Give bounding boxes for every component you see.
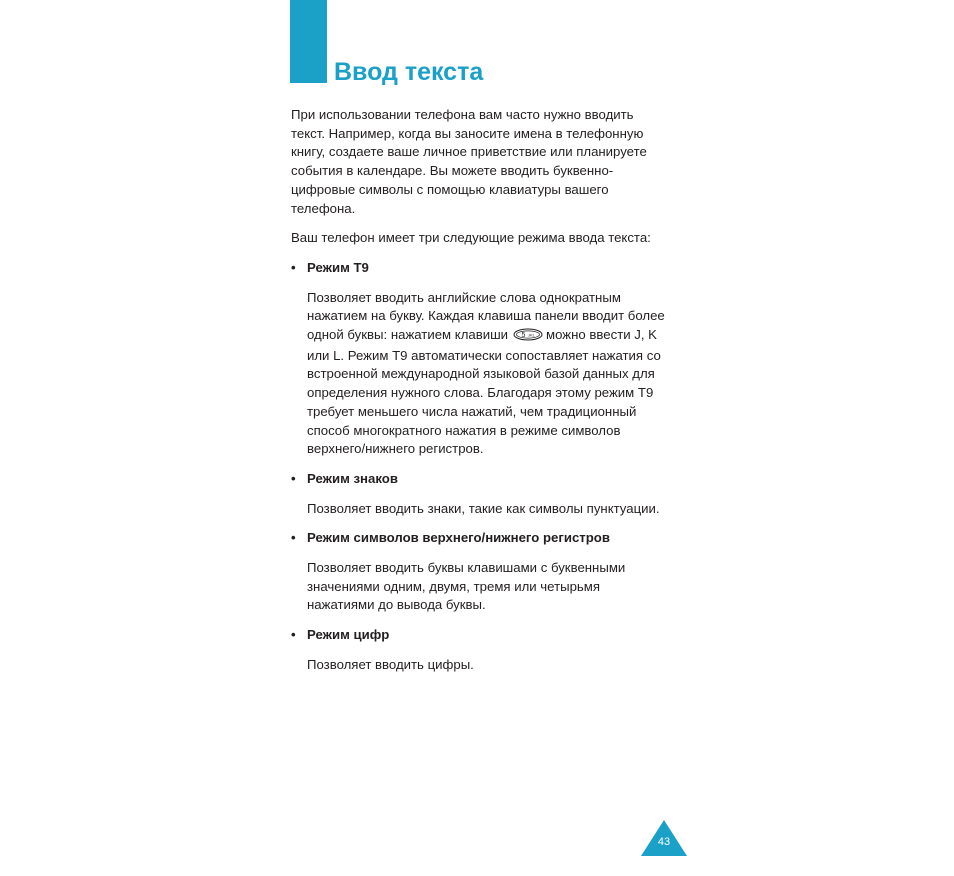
mode-heading-t9	[291, 259, 671, 278]
page-title: Ввод текста	[334, 58, 484, 86]
page-number: 43	[657, 836, 671, 848]
mode-heading-symbols	[291, 470, 671, 489]
bullet-icon: •	[291, 259, 296, 275]
intro-paragraph: Ваш телефон имеет три следующие режима ввода текста:	[291, 230, 651, 246]
mode-title: Режим T9	[307, 259, 369, 275]
mode-title: Режим цифр	[307, 627, 390, 643]
intro-paragraph: При использовании телефона вам часто нужно вводить текст. Например, когда вы заносите имена в телефонную книгу, создаете ваше личное приветствие или планируете события в календаре. Вы можете вводить буквенно-цифровые символы с помощью клавиатуры вашего телефона.	[291, 107, 647, 216]
accent-bar	[290, 0, 327, 83]
body-content	[291, 106, 671, 686]
bullet-icon: •	[291, 627, 296, 643]
mode-heading-numbers	[291, 626, 671, 645]
mode-description-abc: Позволяет вводить буквы клавишами с буквенными значениями одним, двумя, тремя или четырьмя нажатиями до вывода буквы.	[307, 560, 626, 613]
mode-description-text: Позволяет вводить английские слова однократным нажатием на букву. Каждая клавиша панели вводит более одной буквы: нажатием клавиши	[307, 289, 665, 343]
bullet-icon: •	[291, 530, 296, 546]
svg-text:JKL: JKL	[528, 332, 535, 338]
mode-description-numbers: Позволяет вводить цифры.	[307, 656, 474, 672]
key-5-jkl-icon	[513, 328, 543, 347]
svg-text:5: 5	[521, 332, 526, 340]
mode-heading-abc	[291, 529, 671, 548]
mode-description-symbols: Позволяет вводить знаки, такие как символы пунктуации.	[307, 500, 660, 516]
bullet-icon: •	[291, 470, 296, 486]
mode-title: Режим символов верхнего/нижнего регистров	[307, 530, 610, 546]
mode-description-t9	[307, 289, 671, 459]
mode-title: Режим знаков	[307, 470, 398, 486]
mode-description-text: можно ввести J, K или L. Режим T9 автоматически сопоставляет нажатия со встроенной международной языковой базой данных для определения нужного слова. Благодаря этому режим T9 требует меньшего числа нажатий, чем традиционный способ многократного нажатия в режиме символов верхнего/нижнего регистров.	[307, 327, 661, 457]
